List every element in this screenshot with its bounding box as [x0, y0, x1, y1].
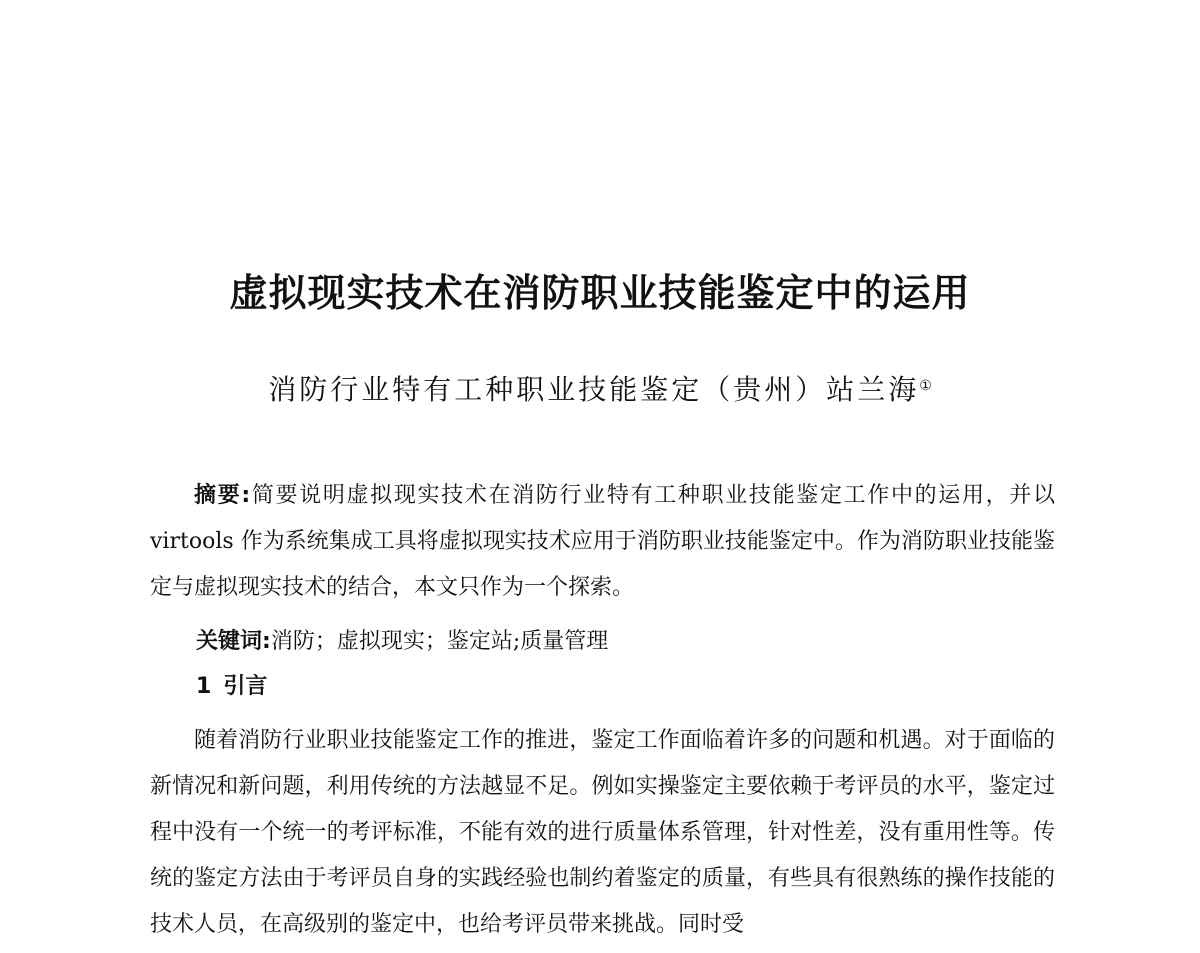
keywords — [196, 619, 608, 665]
section-title: 引言 — [223, 674, 268, 699]
paper-title: 虚拟现实技术在消防职业技能鉴定中的运用 — [229, 271, 971, 315]
author-footnote-mark: ① — [919, 378, 932, 394]
section-heading-introduction — [196, 664, 267, 710]
abstract-label: 摘要: — [194, 483, 251, 508]
author-affiliation: 消防行业特有工种职业技能鉴定（贵州）站兰海 — [268, 373, 920, 406]
keywords-text: 消防；虚拟现实；鉴定站;质量管理 — [270, 629, 609, 654]
introduction-text: 随着消防行业职业技能鉴定工作的推进，鉴定工作面临着许多的问题和机遇。对于面临的新情况和新问题，利用传统的方法越显不足。例如实操鉴定主要依赖于考评员的水平，鉴定过程中没有一个统一的考评标准，不能有效的进行质量体系管理，针对性差，没有重用性等。传统的鉴定方法由于考评员自身的实践经验也制约着鉴定的质量，有些具有很熟练的操作技能的技术人员，在高级别的鉴定中，也给考评员带来挑战。同时受 — [150, 728, 1055, 937]
introduction-paragraph — [150, 718, 1055, 948]
abstract-text: 简要说明虚拟现实技术在消防行业特有工种职业技能鉴定工作中的运用，并以 virtools 作为系统集成工具将虚拟现实技术应用于消防职业技能鉴定中。作为消防职业技能鉴定与虚拟现实技术的结合，本文只作为一个探索。 — [150, 483, 1055, 600]
abstract — [150, 473, 1055, 611]
keywords-label: 关键词: — [196, 629, 271, 654]
section-number: 1 — [196, 674, 212, 699]
author-line — [0, 370, 1200, 410]
